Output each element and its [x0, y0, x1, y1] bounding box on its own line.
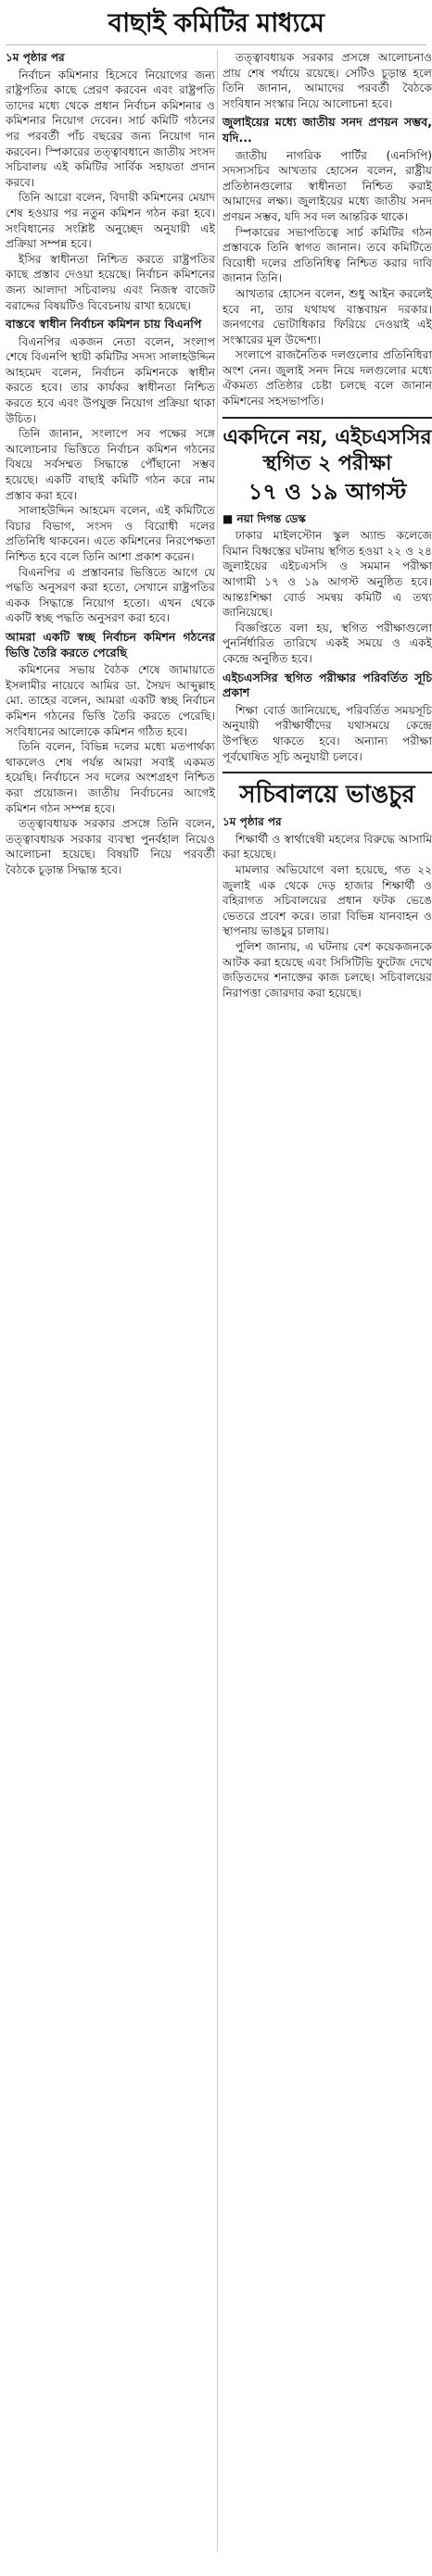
paragraph: শিক্ষার্থী ও স্বার্থান্বেষী মহলের বিরুদ্ধে আসামি করা হয়েছে। [222, 832, 432, 861]
story-headline-dates: ১৭ ও ১৯ আগস্ট [248, 477, 407, 505]
story-headline: একদিনে নয়, এইচএসসির স্থগিত ২ পরীক্ষা [222, 424, 432, 475]
continued-label: ১ম পৃষ্ঠার পর [222, 815, 282, 829]
paragraph: তত্ত্বাবধায়ক সরকার প্রসঙ্গে তিনি বলেন, তত্ত্বাবধায়ক সরকার ব্যবস্থা পুনর্বহাল নিয়েও আলোচনা হয়েছে। বিষয়টি নিয়ে পরবর্তী বৈঠকে চূড়ান্ত সিদ্ধান্ত হবে। [6, 817, 215, 876]
paragraph: নির্বাচন কমিশনার হিসেবে নিয়োগের জন্য রাষ্ট্রপতির কাছে প্রেরণ করবেন এবং রাষ্ট্রপতি তাদের মধ্যে থেকে প্রধান নির্বাচন কমিশনার ও কমিশনার নিয়োগ দেবেন। সার্চ কমিটি গঠনের পর পরবর্তী পাঁচ বছরের জন্য নিয়োগ দান করবেন। স্পিকারের তত্ত্বাবধানে জাতীয় সংসদ সচিবালয় এই কমিটির সার্বিক সহায়তা প্রদান করবে। [6, 68, 215, 189]
paragraph: জাতীয় নাগরিক পার্টির (এনসিপি) সদস্যসচিব আখতার হোসেন বলেন, রাষ্ট্রীয় প্রতিষ্ঠানগুলোর স্বাধীনতা নিশ্চিত করাই আমাদের লক্ষ্য। জুলাইয়ের মধ্যে জাতীয় সনদ প্রণয়ন সম্ভব, যদি সব দল আন্তরিক থাকে। [222, 148, 432, 223]
paragraph: স্পিকারের সভাপতিত্বে সার্চ কমিটির গঠন প্রস্তাবকে তিনি স্বাগত জানান। তবে কমিটিতে বিরোধী দলের প্রতিনিধিত্ব নিশ্চিত করার দাবি জানান তিনি। [222, 225, 432, 285]
byline: ■ নয়া দিগন্ত ডেস্ক [222, 511, 306, 525]
paragraph: বিজ্ঞপ্তিতে বলা হয়, স্থগিত পরীক্ষাগুলো পুনর্নির্ধারিত তারিখে একই সময়ে ও একই কেন্দ্রে অনুষ্ঠিত হবে। [222, 621, 432, 665]
subheading: জুলাইয়ের মধ্যে জাতীয় সনদ প্রণয়ন সম্ভব, যদি... [222, 115, 432, 145]
paragraph: কমিশনের সভায় বৈঠক শেষে জামায়াতে ইসলামীর নায়েবে আমির ডা. সৈয়দ আব্দুল্লাহ মো. তাহের বলেন, আমরা একটি স্বচ্ছ নির্বাচন কমিশন গঠনের ভিত্তি তৈরি করতে পেরেছি। সংবিধানের আলোকে কমিশন গঠিত হবে। [6, 663, 215, 738]
right-column [222, 50, 432, 1000]
story-headline: সচিবালয়ে ভাঙচুর [239, 781, 415, 810]
paragraph: তিনি জানান, সংলাপে সব পক্ষের সঙ্গে আলোচনার ভিত্তিতে নির্বাচন কমিশন গঠনের বিষয়ে সর্বসম্মত সিদ্ধান্তে পৌঁছানো সম্ভব হয়েছে। একটি বাছাই কমিটি গঠন করে নাম প্রস্তাব করা হবে। [6, 427, 215, 502]
subheading: আমরা একটি স্বচ্ছ নির্বাচন কমিশন গঠনের ভিত্তি তৈরি করতে পেরেছি [6, 629, 215, 660]
paragraph: ঢাকার মাইলস্টোন স্কুল অ্যান্ড কলেজে বিমান বিধ্বস্তের ঘটনায় স্থগিত হওয়া ২২ ও ২৪ জুলাইয়ের এইচএসসি ও সমমান পরীক্ষা আগামী ১৭ ও ১৯ আগস্ট অনুষ্ঠিত হবে। আন্তঃশিক্ষা বোর্ড সমন্বয় কমিটি এ তথ্য জানিয়েছে। [222, 529, 432, 620]
paragraph: বিএনপির একজন নেতা বলেন, সংলাপ শেষে বিএনপি স্থায়ী কমিটির সদস্য সালাহউদ্দিন আহমেদ বলেন, নির্বাচন কমিশনকে স্বাধীন করতে হবে। তার কার্যকর স্বাধীনতা নিশ্চিত করতে হবে এবং উপযুক্ত নিয়োগ প্রক্রিয়া থাকা উচিত। [6, 334, 215, 425]
subheading: এইচএসসির স্থগিত পরীক্ষার পরিবর্তিত সূচি প্রকাশ [222, 670, 432, 700]
paragraph: তিনি আরো বলেন, বিদায়ী কমিশনের মেয়াদ শেষ হওয়ার পর নতুন কমিশন গঠন করা হবে। সংবিধানের সংশ্লিষ্ট অনুচ্ছেদ অনুযায়ী এই প্রক্রিয়া সম্পন্ন হবে। [6, 191, 215, 251]
paragraph: পুলিশ জানায়, এ ঘটনায় বেশ কয়েকজনকে আটক করা হয়েছে এবং সিসিটিভি ফুটেজ দেখে জড়িতদের শনাক্তের কাজ চলছে। সচিবালয়ের নিরাপত্তা জোরদার করা হয়েছে। [222, 939, 432, 999]
column-divider [217, 50, 218, 2551]
continued-label: ১ম পৃষ্ঠার পর [6, 51, 65, 64]
left-column [6, 50, 215, 877]
paragraph: আখতার হোসেন বলেন, শুধু আইন করলেই হবে না, তার যথাযথ বাস্তবায়ন দরকার। জনগণের ভোটাধিকার ফিরিয়ে দেওয়াই এই সংস্কারের মূল উদ্দেশ্য। [222, 286, 432, 346]
subheading: বাস্তবে স্বাধীন নির্বাচন কমিশন চায় বিএনপি [6, 317, 202, 332]
paragraph: ইসির স্বাধীনতা নিশ্চিত করতে রাষ্ট্রপতির কাছে প্রস্তাব দেওয়া হয়েছে। নির্বাচন কমিশনের জন্য আলাদা সচিবালয় এবং নিজস্ব বাজেট বরাদ্দের বিষয়টিও বিবেচনায় রাখা হয়েছে। [6, 252, 215, 312]
paragraph: মামলার অভিযোগে বলা হয়েছে, গত ২২ জুলাই এক থেকে দেড় হাজার শিক্ষার্থী ও বহিরাগত সচিবালয়ের প্রধান ফটক ভেঙে ভেতরে প্রবেশ করে। তারা বিভিন্ন যানবাহন ও স্থাপনায় ভাঙচুর চালায়। [222, 862, 432, 938]
story-divider [222, 417, 432, 419]
paragraph: তিনি বলেন, বিভিন্ন দলের মধ্যে মতপার্থক্য থাকলেও শেষ পর্যন্ত আমরা সবাই একমত হয়েছি। নির্বাচনে সব দলের অংশগ্রহণ নিশ্চিত করা প্রয়োজন। জাতীয় নির্বাচনের আগেই কমিশন গঠন সম্পন্ন হবে। [6, 740, 215, 815]
paragraph: বিএনপির এ প্রস্তাবনার ভিত্তিতে আগে যে পদ্ধতি অনুসরণ করা হতো, সেখানে রাষ্ট্রপতির একক সিদ্ধান্তে নিয়োগ হতো। এখন থেকে একটি স্বচ্ছ পদ্ধতি অনুসরণ করা হবে। [6, 565, 215, 625]
page-headline: বাছাই কমিটির মাধ্যমে [6, 2, 426, 45]
paragraph: সালাহউদ্দিন আহমেদ বলেন, এই কমিটিতে বিচার বিভাগ, সংসদ ও বিরোধী দলের প্রতিনিধি থাকবেন। এতে কমিশনের নিরপেক্ষতা নিশ্চিত হবে বলে তিনি আশা প্রকাশ করেন। [6, 504, 215, 563]
paragraph: সংলাপে রাজনৈতিক দলগুলোর প্রতিনিধিরা অংশ নেন। জুলাই সনদ নিয়ে দলগুলোর মধ্যে ঐকমত্য প্রতিষ্ঠার চেষ্টা চলছে বলে জানান কমিশনের সহসভাপতি। [222, 348, 432, 408]
paragraph: তত্ত্বাবধায়ক সরকার প্রসঙ্গে আলোচনাও প্রায় শেষ পর্যায়ে রয়েছে। সেটিও চূড়ান্ত হলে তিনি জানান, আমাদের পরবর্তী বৈঠকে সংবিধান সংস্কার নিয়ে আলোচনা হবে। [222, 51, 432, 110]
paragraph: শিক্ষা বোর্ড জানিয়েছে, পরিবর্তিত সময়সূচি অনুযায়ী পরীক্ষার্থীদের যথাসময়ে কেন্দ্রে উপস্থিত থাকতে হবে। অন্যান্য পরীক্ষা পূর্বঘোষিত সূচি অনুযায়ী চলবে। [222, 703, 432, 763]
story-divider [222, 772, 432, 773]
